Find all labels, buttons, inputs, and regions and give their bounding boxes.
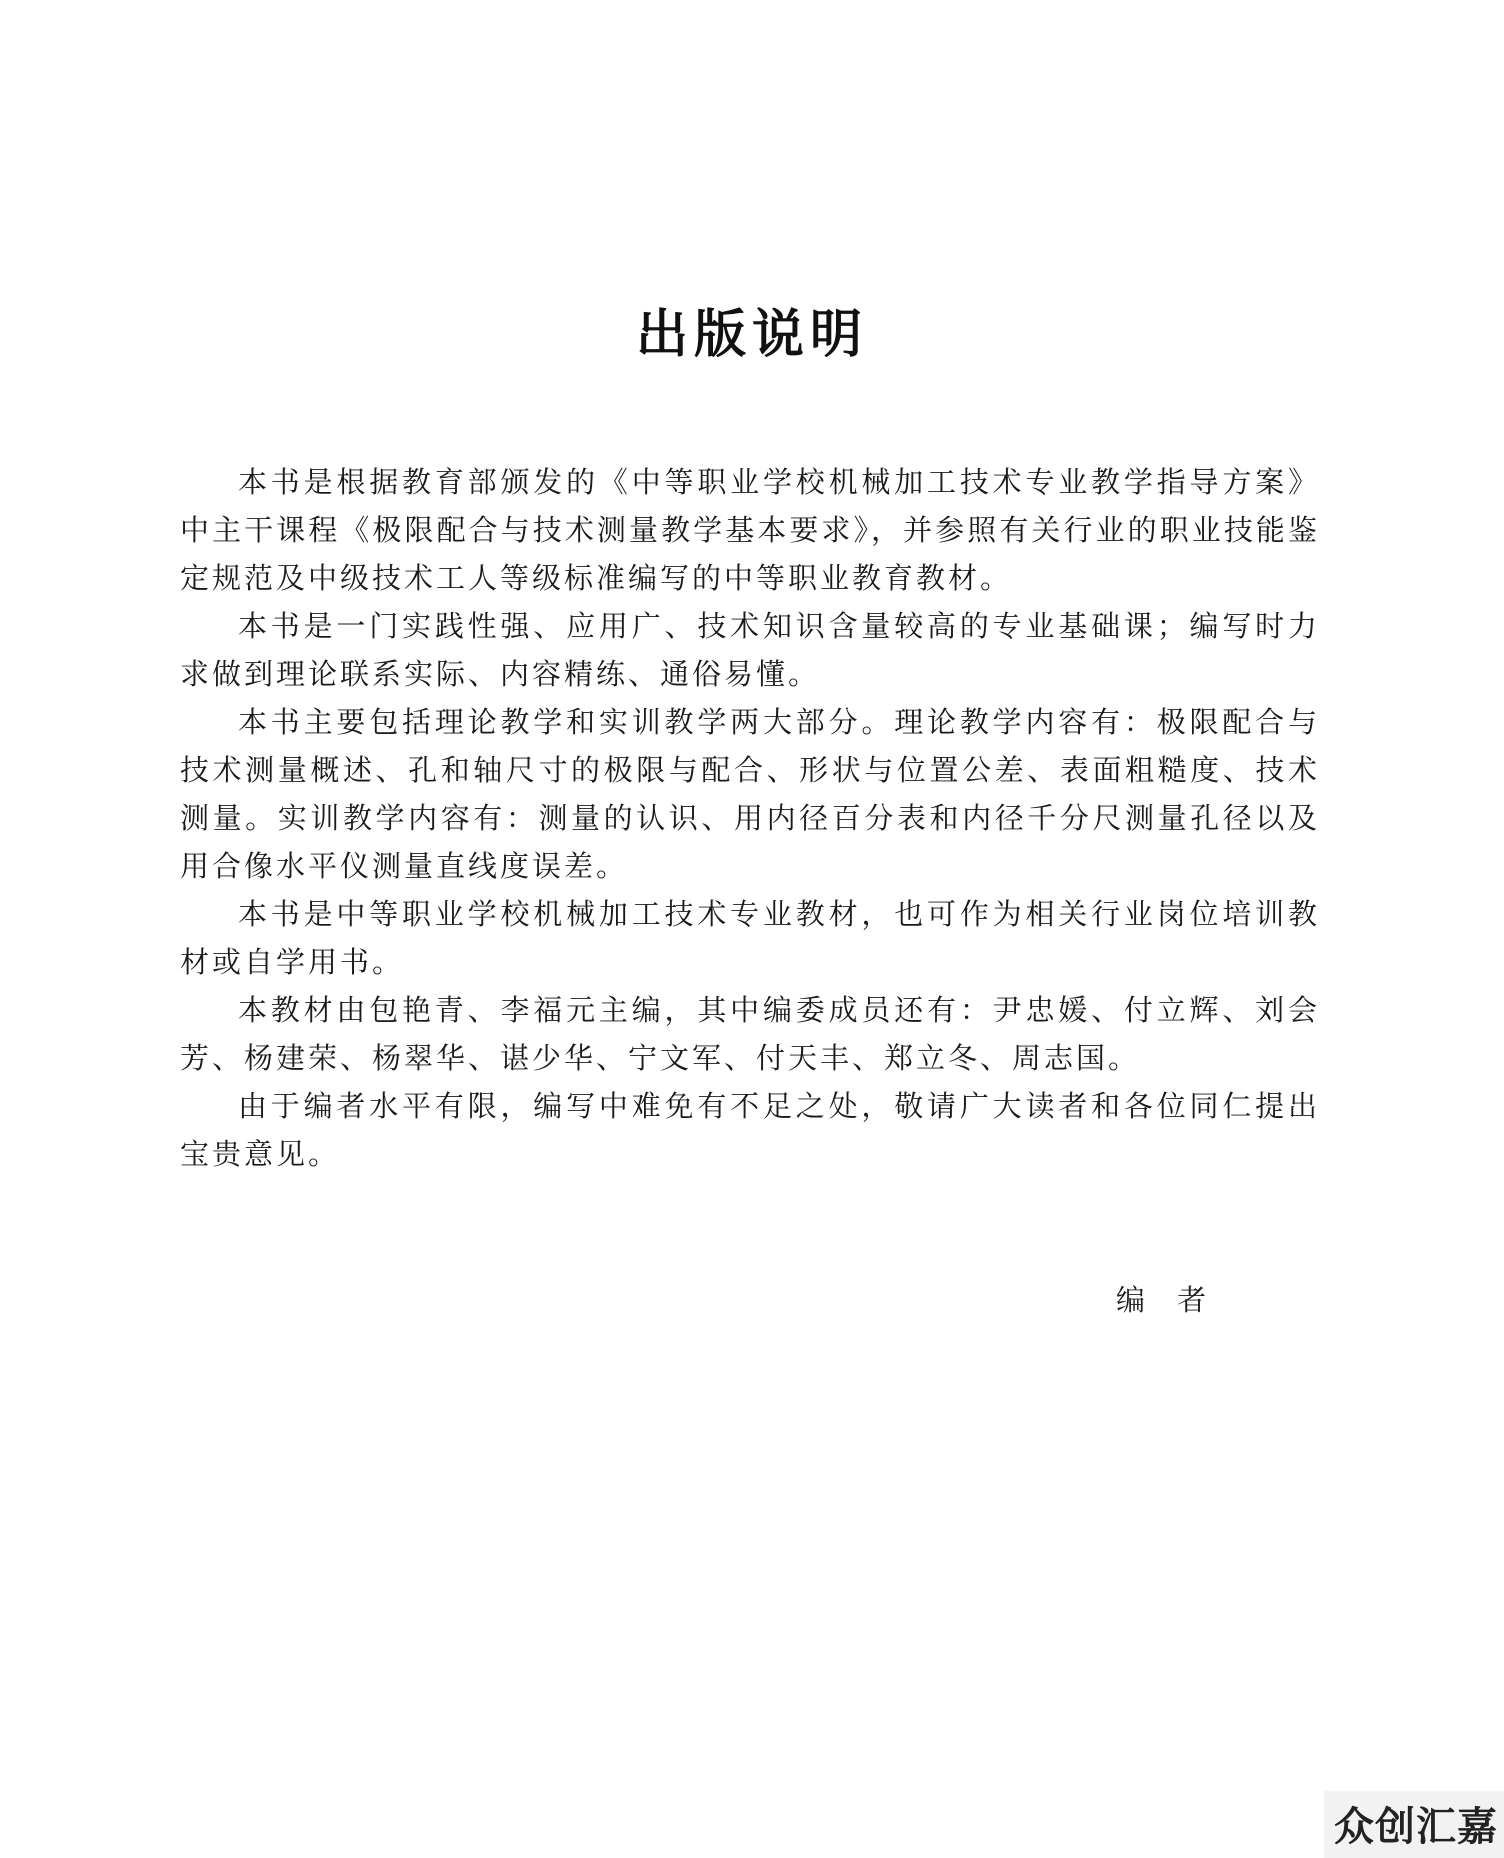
paragraph-contents: 本书主要包括理论教学和实训教学两大部分。理论教学内容有：极限配合与技术测量概述、孔和轴尺寸的极限与配合、形状与位置公差、表面粗糙度、技术测量。实训教学内容有：测量的认识、用内径百分表和内径千分尺测量孔径以及用合像水平仪测量直线度误差。 <box>180 705 1320 883</box>
paragraph-course-nature: 本书是一门实践性强、应用广、技术知识含量较高的专业基础课；编写时力求做到理论联系实际、内容精练、通俗易懂。 <box>180 609 1320 691</box>
paragraph-closing: 由于编者水平有限，编写中难免有不足之处，敬请广大读者和各位同仁提出宝贵意见。 <box>180 1089 1320 1171</box>
watermark-logo: 众创汇嘉 <box>1324 1791 1504 1858</box>
paragraph-intro: 本书是根据教育部颁发的《中等职业学校机械加工技术专业教学指导方案》中主干课程《极限配合与技术测量教学基本要求》，并参照有关行业的职业技能鉴定规范及中级技术工人等级标准编写的中等职业教育教材。 <box>180 465 1320 595</box>
body-text <box>180 458 1320 1178</box>
signature: 编者 <box>1116 1283 1239 1317</box>
paragraph-usage: 本书是中等职业学校机械加工技术专业教材，也可作为相关行业岗位培训教材或自学用书。 <box>180 897 1320 979</box>
page-title: 出版说明 <box>635 305 868 365</box>
paragraph-editors: 本教材由包艳青、李福元主编，其中编委成员还有：尹忠媛、付立辉、刘会芳、杨建荣、杨翠华、谌少华、宁文军、付天丰、郑立冬、周志国。 <box>180 993 1320 1075</box>
